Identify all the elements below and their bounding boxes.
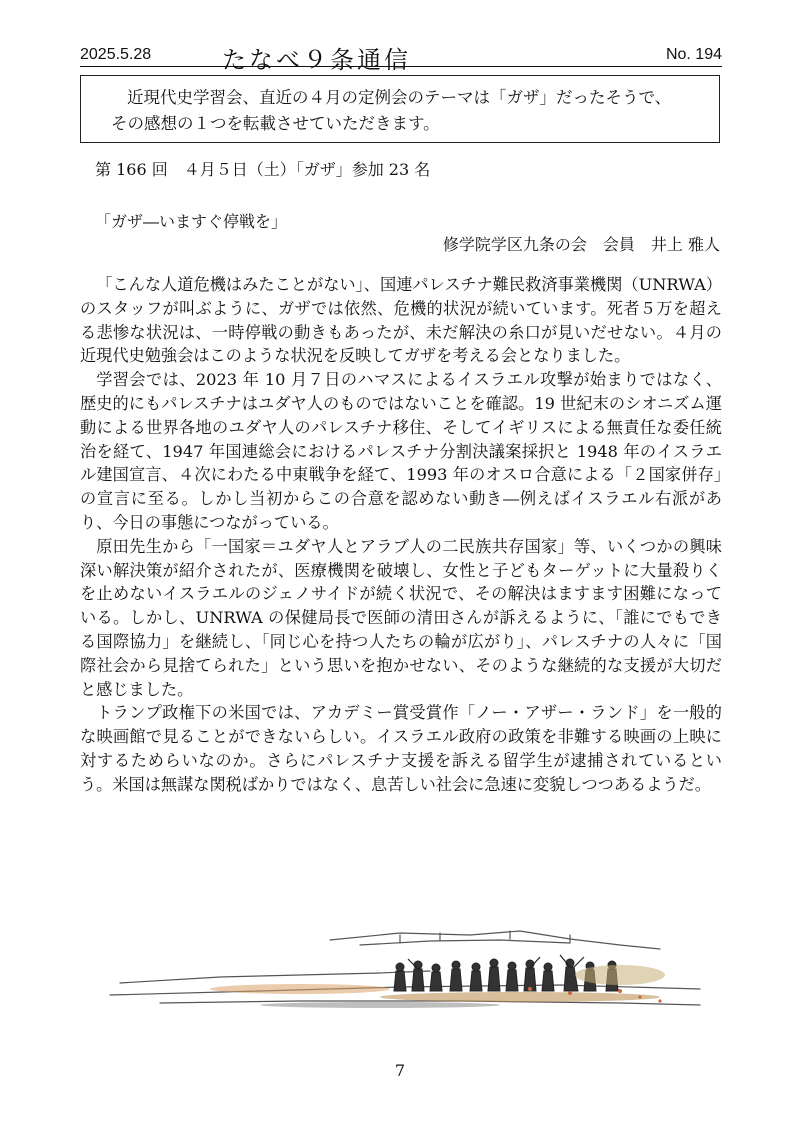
intro-box: [80, 75, 720, 143]
newsletter-title: たなべ９条通信: [222, 46, 411, 74]
issue-date: 2025.5.28: [80, 46, 152, 63]
page-header: [80, 42, 722, 74]
paragraph: トランプ政権下の米国では、アカデミー賞受賞作「ノー・アザー・ランド」を一般的な映画館で見ることができないらしい。イスラエル政府の政策を非難する映画の上映に対するためらいなのか。さらにパレスチナ支援を訴える留学生が逮捕されているという。米国は無謀な関税ばかりではなく、息苦しい社会に急速に変貌しつつあるようだ。: [80, 703, 722, 794]
paragraph: 「こんな人道危機はみたことがない」、国連パレスチナ難民救済事業機関（UNRWA）のスタッフが叫ぶように、ガザでは依然、危機的状況が続いています。死者５万を超える悲惨な状況は、一時停戦の動きもあったが、未だ解決の糸口が見いだせない。４月の近現代史勉強会はこのような状況を反映してガザを考える会となりました。: [80, 275, 722, 366]
article-author: 修学院学区九条の会 会員 井上 雅人: [442, 235, 720, 254]
paragraph: 原田先生から「一国家＝ユダヤ人とアラブ人の二民族共存国家」等、いくつかの興味深い解決策が紹介されたが、医療機関を破壊し、女性と子どもターゲットに大量殺りくを止めないイスラエルのジェノサイドが続く状況で、その解決はますます困難になっている。しかし、UNRWA の保健局長で医師の清田さんが訴えるように、「誰にでもできる国際協力」を継続し、「同じ心を持つ人たちの輪が広がり」、パレスチナの人々に「国際社会から見捨てられた」という思いを抱かせない、そのような継続的な支援が大切だと感じました。: [80, 536, 722, 699]
header-divider: [80, 66, 722, 67]
intro-line-1: 近現代史学習会、直近の４月の定例会のテーマは「ガザ」だったそうで、: [127, 88, 672, 107]
intro-line-2: その感想の１つを転載させていただきます。: [111, 114, 440, 133]
gaza-crowd-sketch: [100, 905, 710, 1045]
session-info: 第 166 回 ４月５日（土）「ガザ」参加 23 名: [95, 160, 431, 179]
issue-number: No. 194: [665, 46, 722, 63]
article-body: [80, 273, 722, 797]
page-number: 7: [394, 1061, 406, 1080]
article-title: 「ガザ―いますぐ停戦を」: [95, 212, 288, 231]
paragraph: 学習会では、2023 年 10 月７日のハマスによるイスラエル攻撃が始まりではなく、歴史的にもパレスチナはユダヤ人のものではないことを確認。19 世紀末のシオニズム運動による世界各地のユダヤ人のパレスチナ移住、そしてイギリスによる無責任な委任統治を経て、1947 年国連総会におけるパレスチナ分割決議案採択と 1948 年のイスラエル建国宣言、４次にわたる中東戦争を経て、1993 年のオスロ合意による「２国家併存」の宣言に至る。しかし当初からこの合意を認めない動き―例えばイスラエル右派があり、今日の事態につながっている。: [80, 370, 722, 532]
